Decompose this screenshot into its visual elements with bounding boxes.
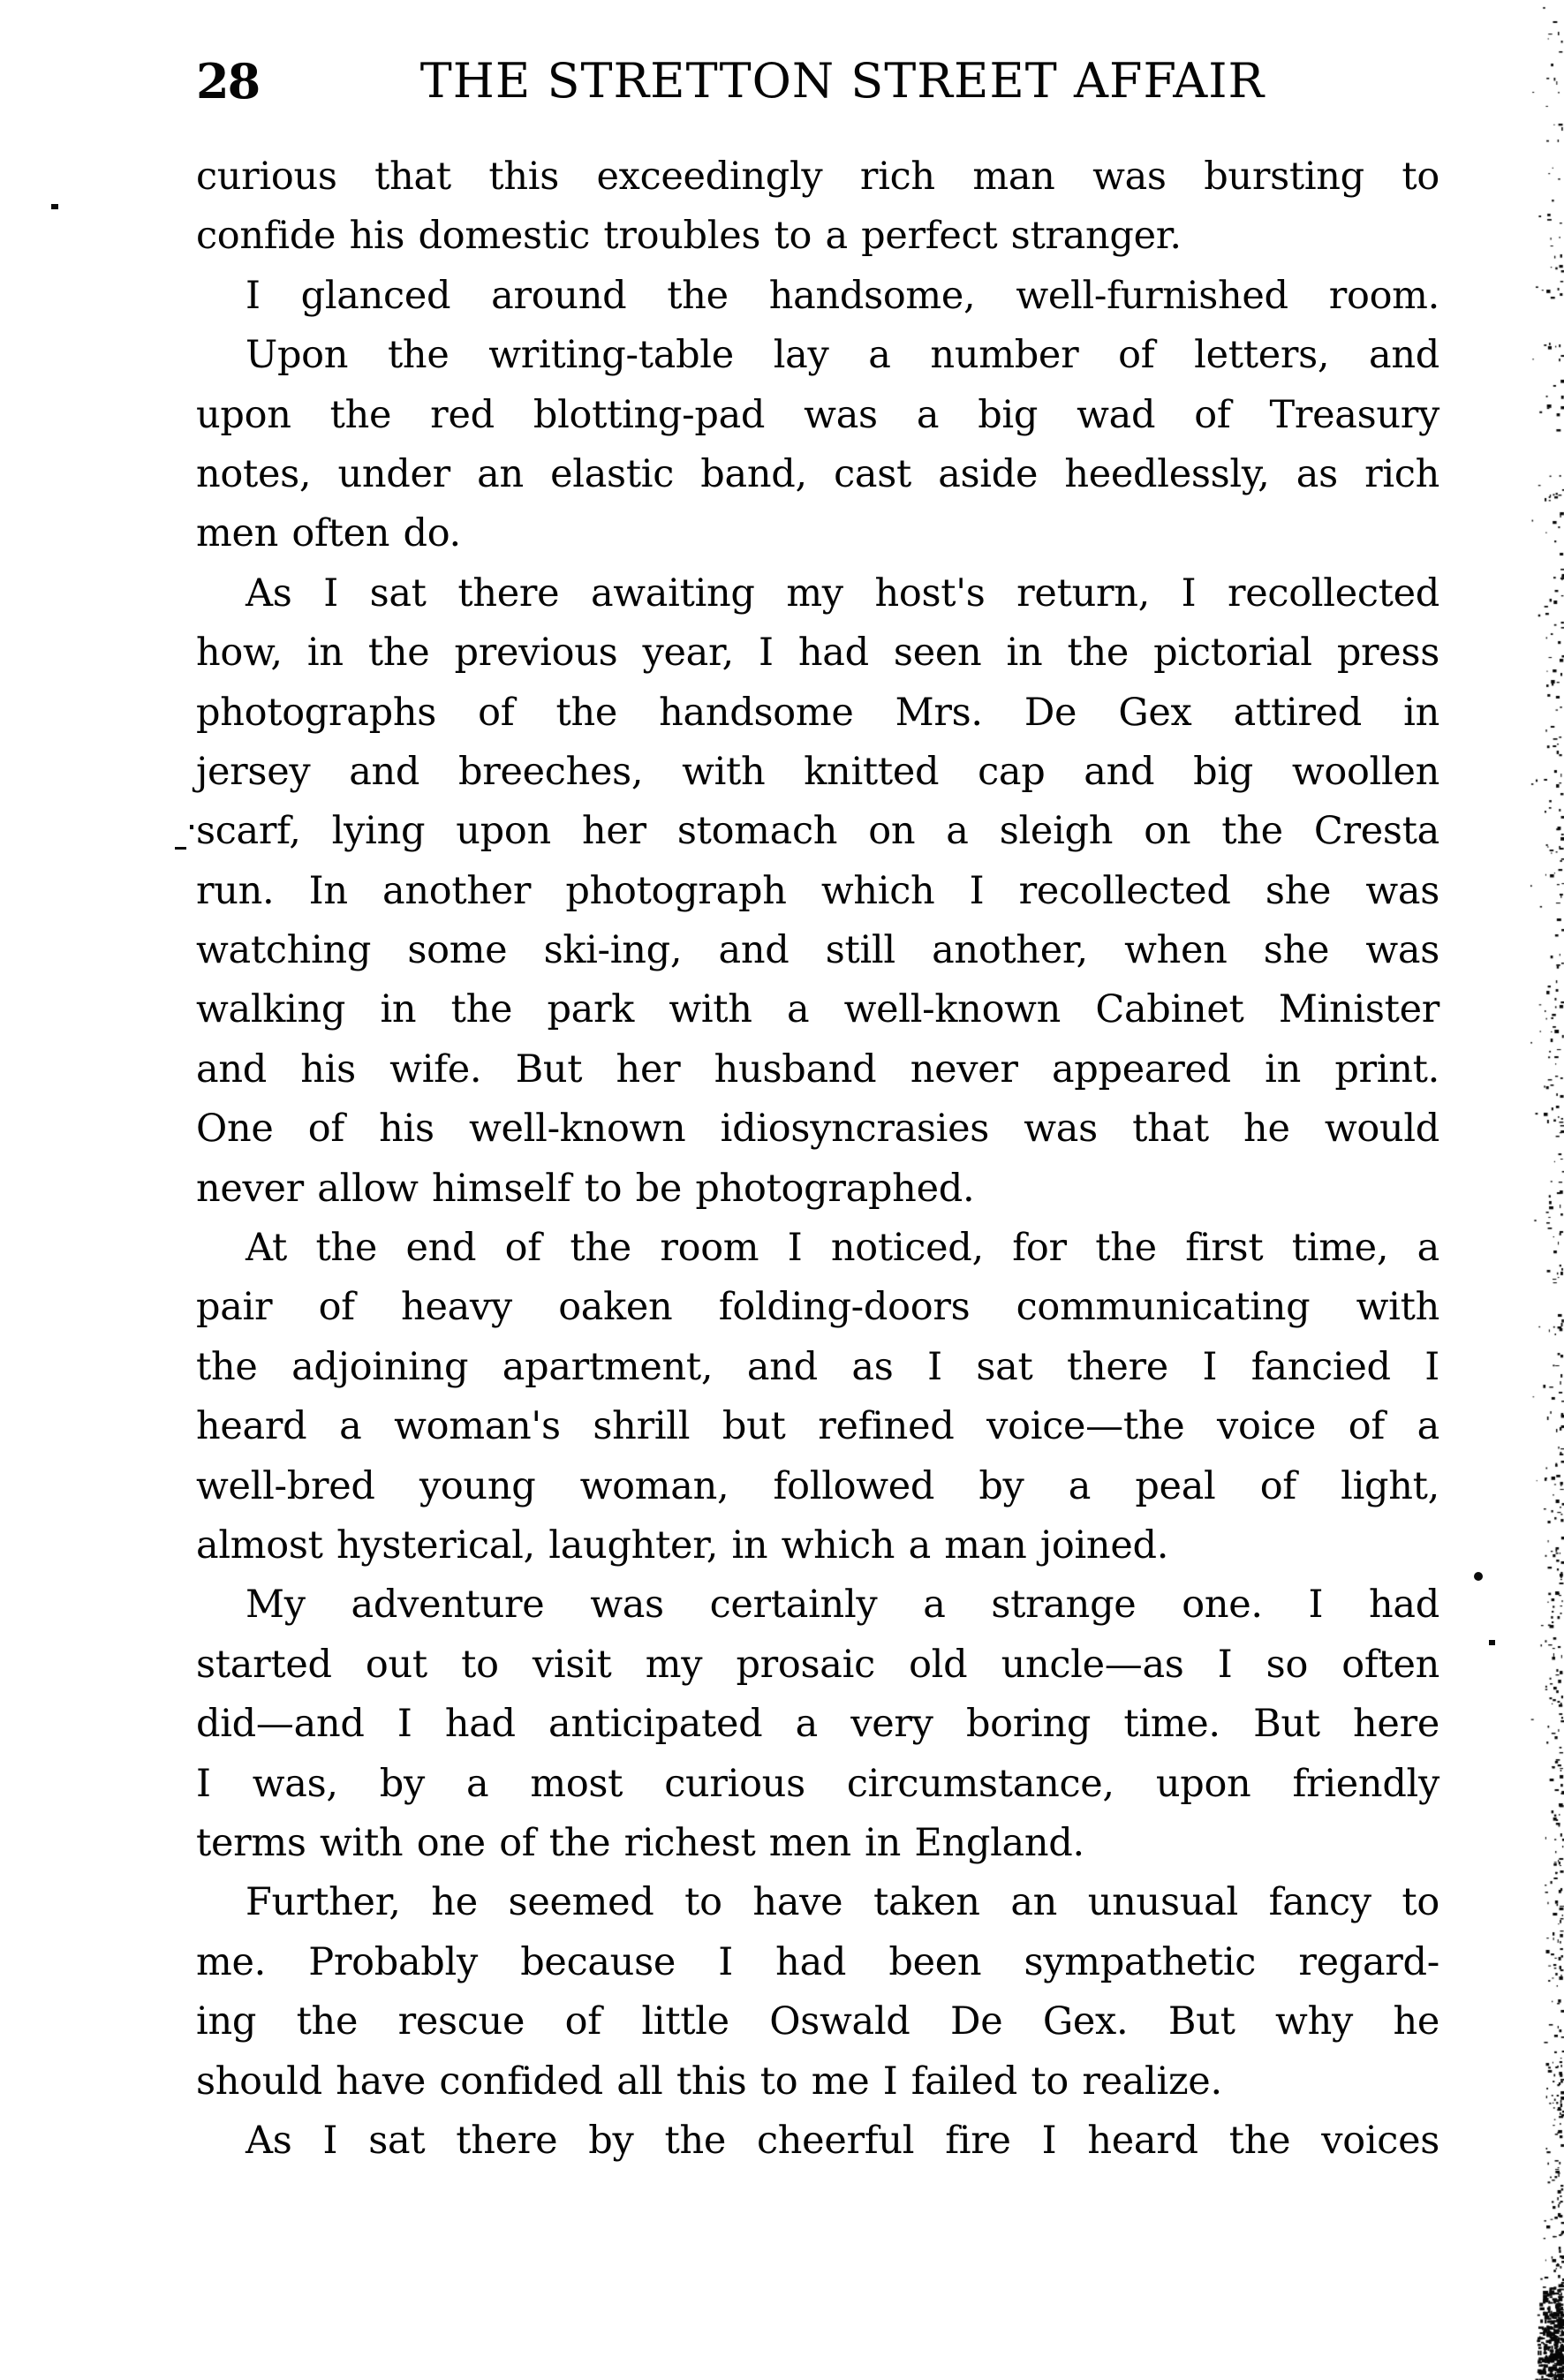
text-line: men often do. bbox=[196, 511, 461, 556]
scan-speck bbox=[190, 825, 193, 829]
text-line: how, in the previous year, I had seen in the pictorial press bbox=[196, 631, 1439, 676]
text-line: notes, under an elastic band, cast aside heedlessly, as rich bbox=[196, 451, 1439, 496]
text-line: heard a woman's shrill but refined voice—the voice of a bbox=[196, 1404, 1439, 1449]
text-line: One of his well-known idiosyncrasies was that he would bbox=[196, 1107, 1439, 1152]
text-line: jersey and breeches, with knitted cap and big woollen bbox=[196, 749, 1439, 794]
text-line: and his wife. But her husband never appeared in print. bbox=[196, 1046, 1439, 1092]
text-line: confide his domestic troubles to a perfect stranger. bbox=[196, 214, 1182, 259]
scan-speck bbox=[51, 204, 58, 209]
running-title: THE STRETTON STREET AFFAIR bbox=[419, 53, 1266, 109]
text-line: photographs of the handsome Mrs. De Gex attired in bbox=[196, 690, 1439, 735]
scan-speck bbox=[1489, 1640, 1495, 1645]
scan-speck bbox=[1474, 1572, 1483, 1581]
text-line: run. In another photograph which I recollected she was bbox=[196, 868, 1439, 913]
text-line: As I sat there awaiting my host's return, I recollected bbox=[246, 570, 1439, 616]
text-line: curious that this exceedingly rich man was bursting to bbox=[196, 155, 1439, 199]
text-line: At the end of the room I noticed, for the first time, a bbox=[246, 1226, 1439, 1271]
text-line: terms with one of the richest men in England. bbox=[196, 1820, 1084, 1865]
scan-speck bbox=[175, 847, 186, 850]
text-line: As I sat there by the cheerful fire I heard the voices bbox=[246, 2118, 1439, 2163]
page-number: 28 bbox=[196, 53, 260, 110]
text-line: well-bred young woman, followed by a peal of light, bbox=[196, 1463, 1439, 1508]
text-line: the adjoining apartment, and as I sat there I fancied I bbox=[196, 1344, 1439, 1389]
text-line: should have confided all this to me I failed to realize. bbox=[196, 2059, 1222, 2104]
text-line: me. Probably because I had been sympathetic regard- bbox=[196, 1939, 1439, 1984]
text-line: did—and I had anticipated a very boring time. But here bbox=[196, 1702, 1439, 1747]
text-line: Upon the writing-table lay a number of letters, and bbox=[246, 333, 1439, 378]
text-line: walking in the park with a well-known Cabinet Minister bbox=[196, 987, 1439, 1032]
text-line: ing the rescue of little Oswald De Gex. But why he bbox=[196, 1999, 1439, 2044]
text-line: Further, he seemed to have taken an unusual fancy to bbox=[246, 1880, 1439, 1925]
page-header bbox=[196, 53, 1439, 110]
text-line: My adventure was certainly a strange one. I had bbox=[246, 1583, 1439, 1628]
text-line: watching some ski-ing, and still another, when she was bbox=[196, 928, 1439, 973]
scan-edge-noise bbox=[1485, 0, 1564, 2380]
text-line: pair of heavy oaken folding-doors communicating with bbox=[196, 1285, 1439, 1330]
text-line: I glanced around the handsome, well-furnished room. bbox=[246, 273, 1439, 318]
text-line: started out to visit my prosaic old uncle—as I so often bbox=[196, 1642, 1439, 1687]
body-text bbox=[196, 147, 1439, 2171]
text-line: never allow himself to be photographed. bbox=[196, 1166, 975, 1211]
text-line: upon the red blotting-pad was a big wad of Treasury bbox=[196, 392, 1439, 437]
text-line: scarf, lying upon her stomach on a sleigh on the Cresta bbox=[196, 809, 1439, 854]
text-line: I was, by a most curious circumstance, upon friendly bbox=[196, 1761, 1439, 1806]
text-line: almost hysterical, laughter, in which a man joined. bbox=[196, 1522, 1169, 1568]
